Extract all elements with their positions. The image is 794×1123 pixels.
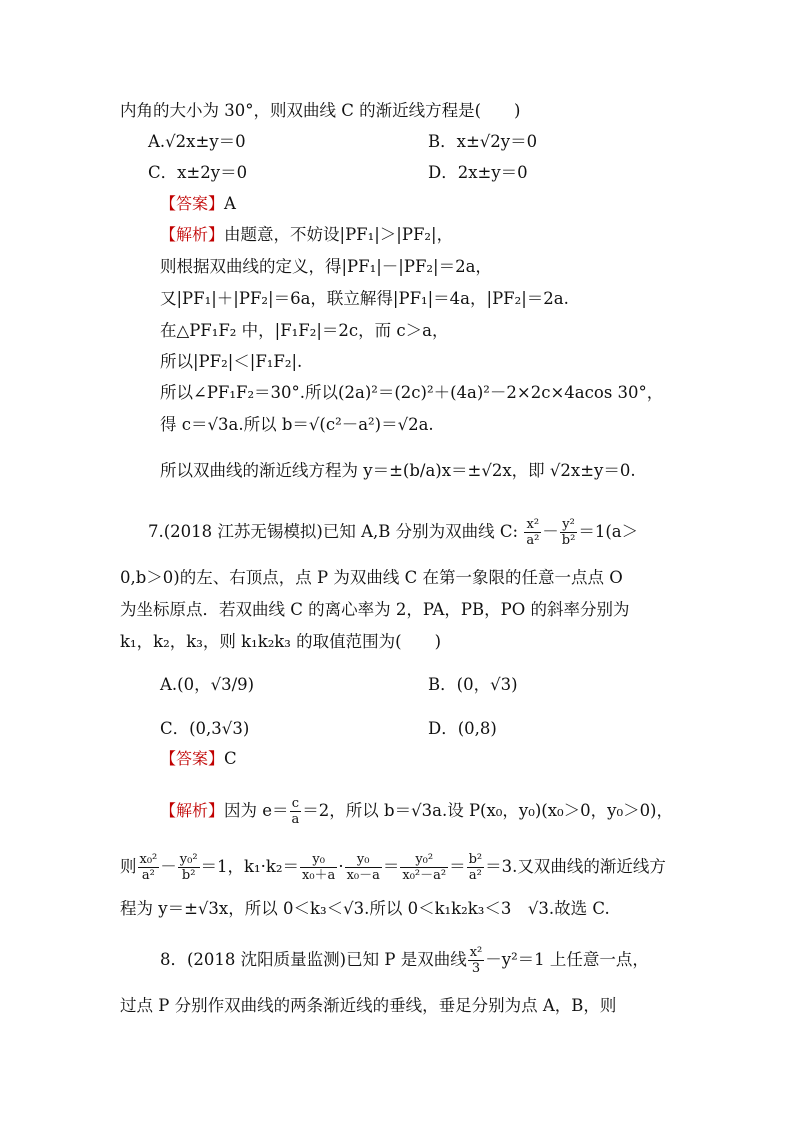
analysis-text: 所以双曲线的渐近线方程为 y＝±(b/a)x＝±√2x，即 √2x±y＝0. — [160, 461, 636, 480]
q6-stem-end — [120, 100, 520, 122]
analysis-tag: 【解析】 — [160, 801, 225, 820]
q6-option-d — [428, 162, 528, 184]
q7-stem-line-3 — [120, 599, 629, 621]
q7-frac-y2-b2: $\frac{\text{y²}}{\text{b²}}$ — [561, 517, 576, 548]
option-text: (0,3√3) — [189, 719, 250, 738]
q6-analysis-line-1 — [160, 224, 453, 246]
option-label: A. — [148, 132, 166, 151]
analysis-text: 程为 y＝±√3x，所以 0＜k₃＜√3.所以 0＜k₁k₂k₃＜3 √3.故选 C. — [120, 899, 610, 918]
option-label: A. — [160, 675, 178, 694]
q6-analysis-line-3 — [160, 288, 569, 310]
frac-b2-a2: $\frac{\text{b²}}{\text{a²}}$ — [468, 852, 483, 883]
answer-value: A — [224, 194, 236, 213]
q8-stem-line-1 — [160, 945, 649, 976]
option-text: x±2y＝0 — [177, 163, 248, 182]
option-text: 2x±y＝0 — [457, 163, 528, 182]
option-text: (0,8) — [457, 719, 497, 738]
q6-analysis-line-7 — [160, 414, 434, 436]
q6-analysis-line-8 — [160, 460, 636, 482]
q7-stem-line-2 — [120, 567, 623, 589]
q7-option-d — [428, 718, 497, 740]
q7-stem-text: 0,b＞0)的左、右顶点，点 P 为双曲线 C 在第一象限的任意一点点 O — [120, 568, 623, 587]
option-label: C． — [160, 719, 190, 738]
q7-answer — [160, 748, 237, 770]
analysis-tag: 【解析】 — [160, 225, 225, 244]
analysis-text: 则 — [120, 857, 137, 876]
option-label: D． — [428, 719, 458, 738]
analysis-text: 又|PF₁|＋|PF₂|＝6a，联立解得|PF₁|＝4a，|PF₂|＝2a. — [160, 289, 569, 308]
q7-stem-text: 为坐标原点．若双曲线 C 的离心率为 2，PA，PB，PO 的斜率分别为 — [120, 600, 630, 619]
q6-option-b — [428, 131, 537, 153]
frac-k1: $\frac{\text{y₀}}{\text{x₀＋a}}$ — [302, 852, 336, 883]
q8-stem-text: 过点 P 分别作双曲线的两条渐近线的垂线，垂足分别为点 A，B，则 — [120, 996, 617, 1015]
analysis-text: 因为 e＝ — [224, 801, 289, 820]
q6-analysis-line-4 — [160, 320, 448, 342]
q7-frac-x2-a2: $\frac{\text{x²}}{\text{a²}}$ — [526, 517, 540, 548]
option-text: √2x±y＝0 — [165, 132, 246, 151]
frac-k1k2: $\frac{\text{y₀²}}{\text{x₀²－a²}}$ — [402, 852, 447, 883]
option-label: C． — [148, 163, 178, 182]
analysis-text: 则根据双曲线的定义，得|PF₁|－|PF₂|＝2a， — [160, 257, 492, 276]
answer-tag: 【答案】 — [160, 194, 225, 213]
option-label: D． — [428, 163, 458, 182]
option-text: x±√2y＝0 — [456, 132, 538, 151]
q7-option-a — [160, 674, 254, 696]
q7-stem-line-4 — [120, 631, 441, 653]
analysis-text: ＝2，所以 b＝√3a.设 P(x₀，y₀)(x₀＞0，y₀＞0)， — [302, 801, 673, 820]
frac-x0-a2: $\frac{\text{x₀²}}{\text{a²}}$ — [139, 852, 158, 883]
q8-stem-line-2 — [120, 995, 616, 1017]
frac-y0-b2: $\frac{\text{y₀²}}{\text{b²}}$ — [179, 852, 198, 883]
q6-analysis-line-6 — [160, 382, 663, 404]
frac-k2: $\frac{\text{y₀}}{\text{x₀－a}}$ — [346, 852, 380, 883]
analysis-text: ＝1，k₁·k₂＝ — [200, 857, 300, 876]
q8-frac-x2-3: $\frac{\text{x²}}{3}$ — [469, 945, 483, 976]
q6-analysis-line-5 — [160, 351, 302, 373]
q8-stem-text-suffix: －y²＝1 上任意一点， — [485, 950, 649, 969]
q6-option-c — [148, 162, 247, 184]
frac-c-over-a: $\frac{c}{a}$ — [291, 796, 300, 827]
q7-stem-text-suffix: ＝1(a＞ — [578, 522, 639, 541]
q6-answer — [160, 193, 236, 215]
q7-analysis-line-3 — [120, 898, 610, 920]
option-text: (0，√3) — [456, 675, 518, 694]
q7-stem-text: k₁，k₂，k₃，则 k₁k₂k₃ 的取值范围为( ) — [120, 632, 442, 651]
q6-stem-text: 内角的大小为 30°，则双曲线 C 的渐近线方程是( ) — [120, 101, 521, 120]
option-label: B． — [428, 675, 457, 694]
analysis-text: 所以|PF₂|＜|F₁F₂|. — [160, 352, 303, 371]
analysis-text: 在△PF₁F₂ 中，|F₁F₂|＝2c，而 c＞a， — [160, 321, 449, 340]
option-text: (0，√3/9) — [177, 675, 255, 694]
q7-analysis-line-1 — [160, 796, 673, 827]
q7-option-c — [160, 718, 249, 740]
analysis-text: ＝3.又双曲线的渐近线方 — [485, 857, 666, 876]
analysis-text: 所以∠PF₁F₂＝30°.所以(2a)²＝(2c)²＋(4a)²－2×2c×4acos 30°， — [160, 383, 664, 402]
analysis-text: 由题意，不妨设|PF₁|＞|PF₂|， — [224, 225, 454, 244]
q6-option-a — [148, 131, 246, 153]
answer-value: C — [224, 749, 237, 768]
q7-analysis-line-2: 则 $\frac{\text{x₀²}}{\text{a²}}$ － $\frac{\text{y₀²}}{\text{b²}}$ ＝1，k₁·k₂＝ $\frac{\text{y₀}}{\text{x₀＋a}}$ · $\frac{\text{y₀}}{\text{x₀－a}}$ ＝ $\frac{\text{y₀²}}{\text{x₀²－a²}}$ ＝ $\frac{\text{b²}}{\text{a²}}$ ＝3.又双曲线的渐近线方 — [120, 852, 666, 883]
analysis-text: 得 c＝√3a.所以 b＝√(c²－a²)＝√2a. — [160, 415, 434, 434]
q7-stem-line-1: 7.(2018 江苏无锡模拟)已知 A,B 分别为双曲线 C: $\frac{\text{x²}}{\text{a²}}$ － $\frac{\text{y²}}{\text{b²}}$ ＝1(a＞ — [148, 517, 639, 548]
option-label: B． — [428, 132, 457, 151]
answer-tag: 【答案】 — [160, 749, 225, 768]
q6-analysis-line-2 — [160, 256, 492, 278]
q7-stem-text: 7.(2018 江苏无锡模拟)已知 A,B 分别为双曲线 C: — [148, 522, 519, 541]
q7-option-b — [428, 674, 518, 696]
q8-stem-text: 8．(2018 沈阳质量监测)已知 P 是双曲线 — [160, 950, 467, 969]
